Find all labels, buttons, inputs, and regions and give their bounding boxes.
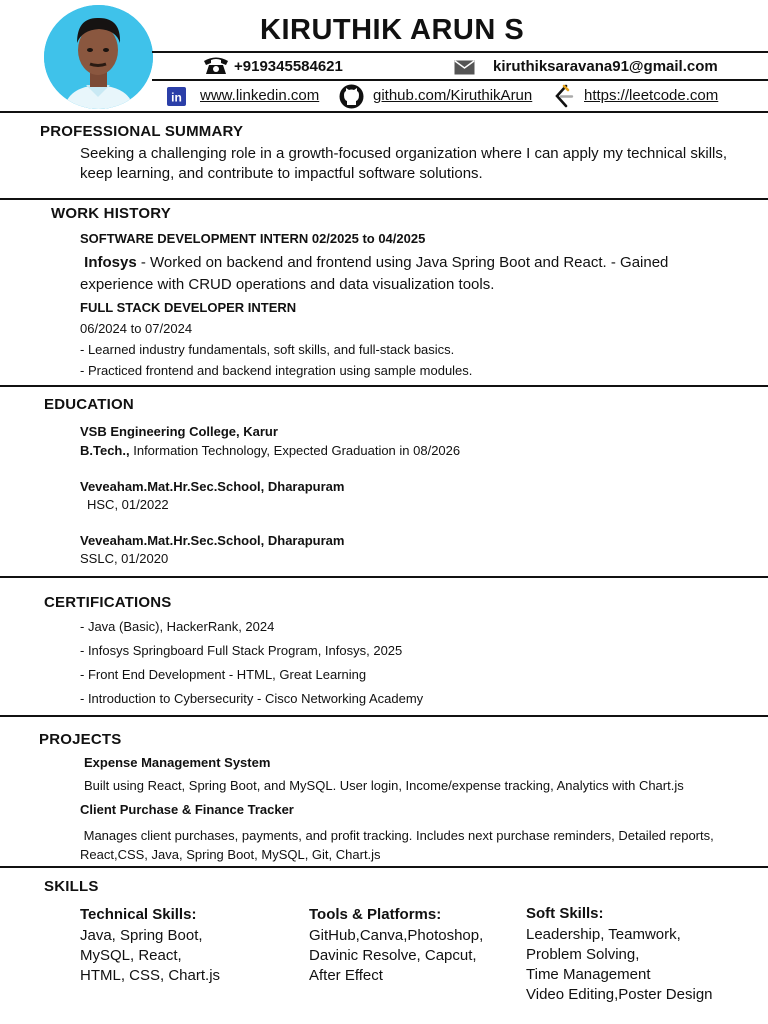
job2-heading: FULL STACK DEVELOPER INTERN (80, 300, 297, 315)
certifications-heading: CERTIFICATIONS (44, 594, 172, 611)
technical-skill-line: HTML, CSS, Chart.js (80, 967, 221, 984)
technical-skill-line: Java, Spring Boot, (80, 927, 203, 944)
job1-description (80, 252, 710, 296)
soft-skill-line: Time Management (526, 966, 651, 983)
soft-skills (526, 904, 713, 1005)
soft-skill-line: Problem Solving, (526, 946, 640, 963)
section-divider (0, 715, 768, 717)
github-link[interactable]: github.com/KiruthikArun (373, 87, 533, 104)
section-divider (0, 198, 768, 200)
edu1-detail-text: Information Technology, Expected Graduation in 08/2026 (129, 443, 461, 458)
certification-item: - Infosys Springboard Full Stack Program, Infosys, 2025 (80, 643, 403, 658)
email-link[interactable]: kiruthiksaravana91@gmail.com (493, 58, 718, 75)
avatar (44, 5, 153, 109)
tools-line: GitHub,Canva,Photoshop, (309, 927, 484, 944)
job2-bullet: - Practiced frontend and backend integration using sample modules. (80, 363, 473, 378)
edu1-school: VSB Engineering College, Karur (80, 424, 278, 439)
tools-platforms (309, 905, 483, 986)
soft-skills-title: Soft Skills: (526, 905, 604, 922)
edu2-detail: HSC, 01/2022 (87, 497, 169, 512)
job1-desc-text: - Worked on backend and frontend using Java Spring Boot and React. - Gained experience with CRUD operations and data visualization tools. (80, 254, 669, 293)
linkedin-link[interactable]: www.linkedin.com (200, 87, 320, 104)
edu1-degree: B.Tech., (80, 443, 130, 458)
technical-skills-title: Technical Skills: (80, 906, 197, 923)
skills-heading: SKILLS (44, 878, 99, 895)
svg-text:in: in (171, 90, 182, 105)
header-divider-top (152, 51, 768, 53)
phone-number: +919345584621 (234, 58, 343, 75)
projects-heading: PROJECTS (39, 731, 122, 748)
job2-bullet: - Learned industry fundamentals, soft skills, and full-stack basics. (80, 342, 455, 357)
leetcode-icon[interactable] (553, 84, 575, 114)
project1-description: Built using React, Spring Boot, and MySQL. User login, Income/expense tracking, Analytics with Chart.js (84, 778, 684, 793)
section-divider (0, 385, 768, 387)
section-divider (0, 111, 768, 113)
edu2-school: Veveaham.Mat.Hr.Sec.School, Dharapuram (80, 479, 345, 494)
job1-heading: SOFTWARE DEVELOPMENT INTERN 02/2025 to 04/2025 (80, 231, 426, 246)
section-divider (0, 576, 768, 578)
tools-line: After Effect (309, 967, 383, 984)
leetcode-link[interactable]: https://leetcode.com (584, 87, 719, 104)
certification-item: - Java (Basic), HackerRank, 2024 (80, 619, 275, 634)
tools-line: Davinic Resolve, Capcut, (309, 947, 477, 964)
soft-skill-line: Leadership, Teamwork, (526, 926, 681, 943)
soft-skill-line: Video Editing,Poster Design (526, 986, 713, 1003)
certification-item: - Introduction to Cybersecurity - Cisco Networking Academy (80, 691, 424, 706)
github-icon[interactable] (339, 84, 364, 114)
section-divider (0, 866, 768, 868)
technical-skill-line: MySQL, React, (80, 947, 182, 964)
mail-icon (454, 60, 475, 80)
technical-skills (80, 905, 220, 986)
edu1-detail (80, 443, 460, 458)
project2-desc-text: Manages client purchases, payments, and profit tracking. Includes next purchase reminders, Detailed reports, React,CSS, Java, Spring Boot, MySQL, Git, Chart.js (80, 828, 714, 862)
phone-icon (202, 55, 230, 80)
certification-item: - Front End Development - HTML, Great Learning (80, 667, 367, 682)
project1-name: Expense Management System (84, 755, 271, 770)
avatar-photo (44, 5, 153, 109)
candidate-name: KIRUTHIK ARUN S (260, 14, 525, 46)
linkedin-icon[interactable] (167, 87, 186, 111)
tools-title: Tools & Platforms: (309, 906, 442, 923)
project2-description (80, 826, 730, 864)
job2-dates: 06/2024 to 07/2024 (80, 321, 193, 336)
summary-text: Seeking a challenging role in a growth-focused organization where I can apply my technical skills, keep learning, and contribute to impactful software solutions. (80, 145, 728, 182)
summary-heading: PROFESSIONAL SUMMARY (40, 123, 244, 140)
work-heading: WORK HISTORY (51, 205, 171, 222)
education-heading: EDUCATION (44, 396, 134, 413)
edu3-detail: SSLC, 01/2020 (80, 551, 169, 566)
job1-company: Infosys (84, 254, 137, 271)
project2-name: Client Purchase & Finance Tracker (80, 802, 294, 817)
edu3-school: Veveaham.Mat.Hr.Sec.School, Dharapuram (80, 533, 345, 548)
